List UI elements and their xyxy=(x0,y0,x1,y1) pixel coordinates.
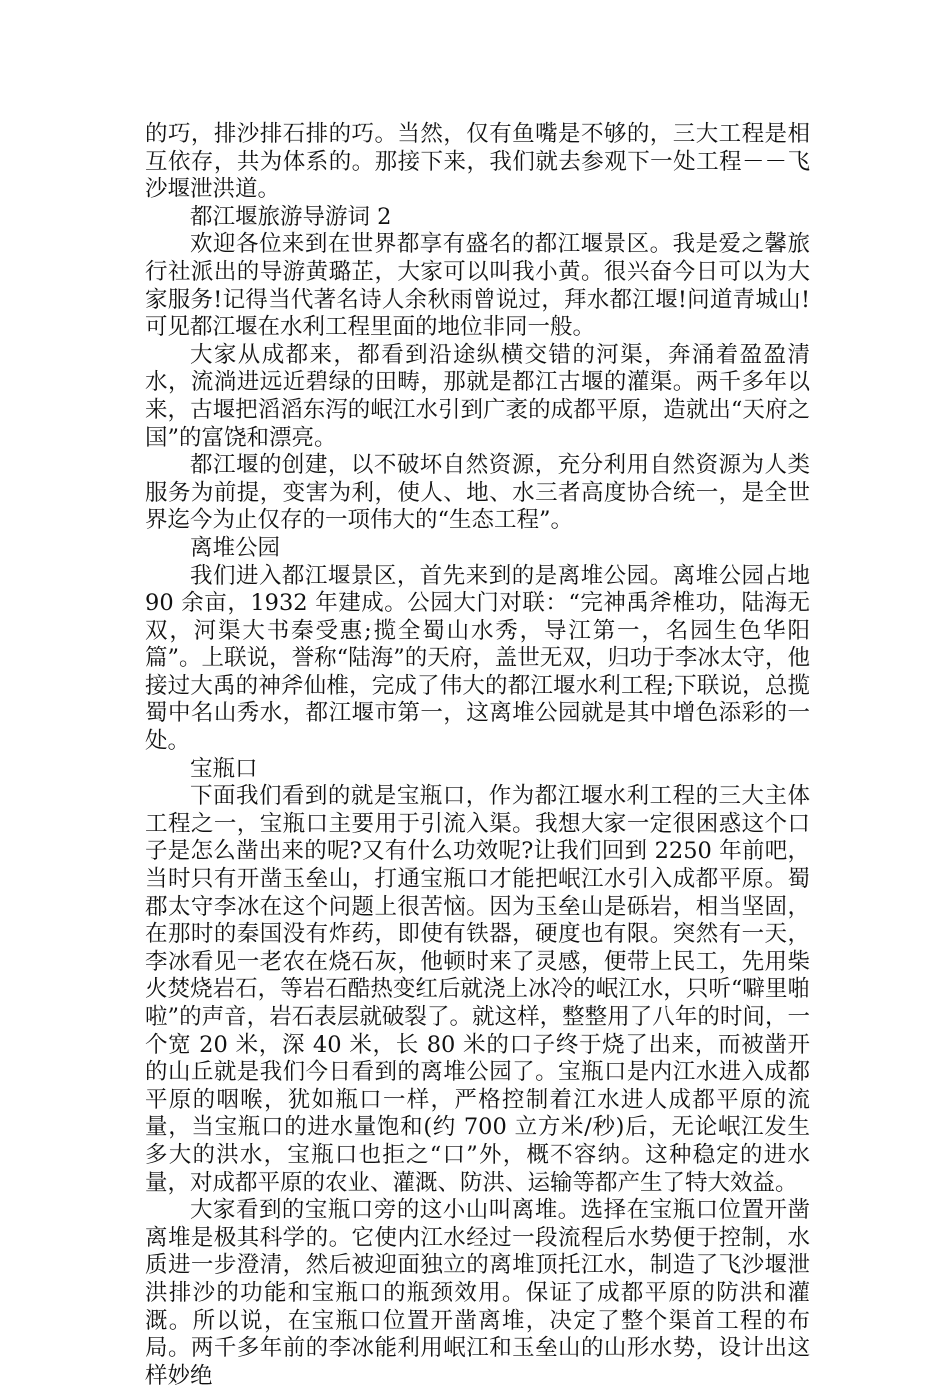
section-heading-lidui-park: 离堆公园 xyxy=(190,534,281,561)
irrigation-paragraph: 大家从成都来，都看到沿途纵横交错的河渠，奔涌着盈盈清水，流淌进远近碧绿的田畴，那就是都江古堰的灌渠。两千多年以来，古堰把滔滔东泻的岷江水引到广袤的成都平原，造就出“天府之国”的富饶和漂亮。 xyxy=(145,341,810,451)
continuation-paragraph: 的巧，排沙排石排的巧。当然，仅有鱼嘴是不够的，三大工程是相互依存，共为体系的。那接下来，我们就去参观下一处工程－－飞沙堰泄洪道。 xyxy=(145,121,810,203)
document-body xyxy=(145,121,810,1390)
ecology-paragraph: 都江堰的创建，以不破坏自然资源，充分利用自然资源为人类服务为前提，变害为利，使人、地、水三者高度协合统一，是全世界迄今为止仅存的一项伟大的“生态工程”。 xyxy=(145,452,810,534)
intro-paragraph: 欢迎各位来到在世界都享有盛名的都江堰景区。我是爱之馨旅行社派出的导游黄璐芷，大家可以叫我小黄。很兴奋今日可以为大家服务!记得当代著名诗人余秋雨曾说过，拜水都江堰!问道青城山!可见都江堰在水利工程里面的地位非同一般。 xyxy=(145,231,810,341)
lidui-hill-paragraph: 大家看到的宝瓶口旁的这小山叫离堆。选择在宝瓶口位置开凿离堆是极其科学的。它使内江水经过一段流程后水势便于控制，水质进一步澄清，然后被迎面独立的离堆顶托江水，制造了飞沙堰泄洪排沙的功能和宝瓶口的瓶颈效用。保证了成都平原的防洪和灌溉。所以说，在宝瓶口位置开凿离堆，决定了整个渠首工程的布局。两千多年前的李冰能利用岷江和玉垒山的山形水势，设计出这样妙绝 xyxy=(145,1197,810,1389)
lidui-park-paragraph: 我们进入都江堰景区，首先来到的是离堆公园。离堆公园占地 90 余亩，1932 年建成。公园大门对联：“完神禹斧椎功，陆海无双，河渠大书秦受惠;揽全蜀山水秀，导江第一，名园生色华阳篇”。上联说，誉称“陆海”的天府，盖世无双，归功于李冰太守，他接过大禹的神斧仙椎，完成了伟大的都江堰水利工程;下联说，总揽蜀中名山秀水，都江堰市第一，这离堆公园就是其中增色添彩的一处。 xyxy=(145,562,810,755)
section-heading-guide-2: 都江堰旅游导游词 2 xyxy=(190,203,392,230)
section-heading-baopingkou: 宝瓶口 xyxy=(190,755,258,782)
baopingkou-paragraph: 下面我们看到的就是宝瓶口，作为都江堰水利工程的三大主体工程之一，宝瓶口主要用于引流入渠。我想大家一定很困惑这个口子是怎么凿出来的呢?又有什么功效呢?让我们回到 2250 年前吧，当时只有开凿玉垒山，打通宝瓶口才能把岷江水引入成都平原。蜀郡太守李冰在这个问题上很苦恼。因为玉垒山是砾岩，相当坚固，在那时的秦国没有炸药，即使有铁器，硬度也有限。突然有一天，李冰看见一老农在烧石灰，他顿时来了灵感，便带上民工，先用柴火焚烧岩石，等岩石酷热变红后就浇上冰冷的岷江水，只听“噼里啪啦”的声音，岩石表层就破裂了。就这样，整整用了八年的时间，一个宽 20 米，深 40 米，长 80 米的口子终于烧了出来，而被凿开的山丘就是我们今日看到的离堆公园了。宝瓶口是内江水进入成都平原的咽喉，犹如瓶口一样，严格控制着江水进人成都平原的流量，当宝瓶口的进水量饱和(约 700 立方米/秒)后，无论岷江发生多大的洪水，宝瓶口也拒之“口”外，概不容纳。这种稳定的进水量，对成都平原的农业、灌溉、防洪、运输等都产生了特大效益。 xyxy=(145,783,810,1196)
